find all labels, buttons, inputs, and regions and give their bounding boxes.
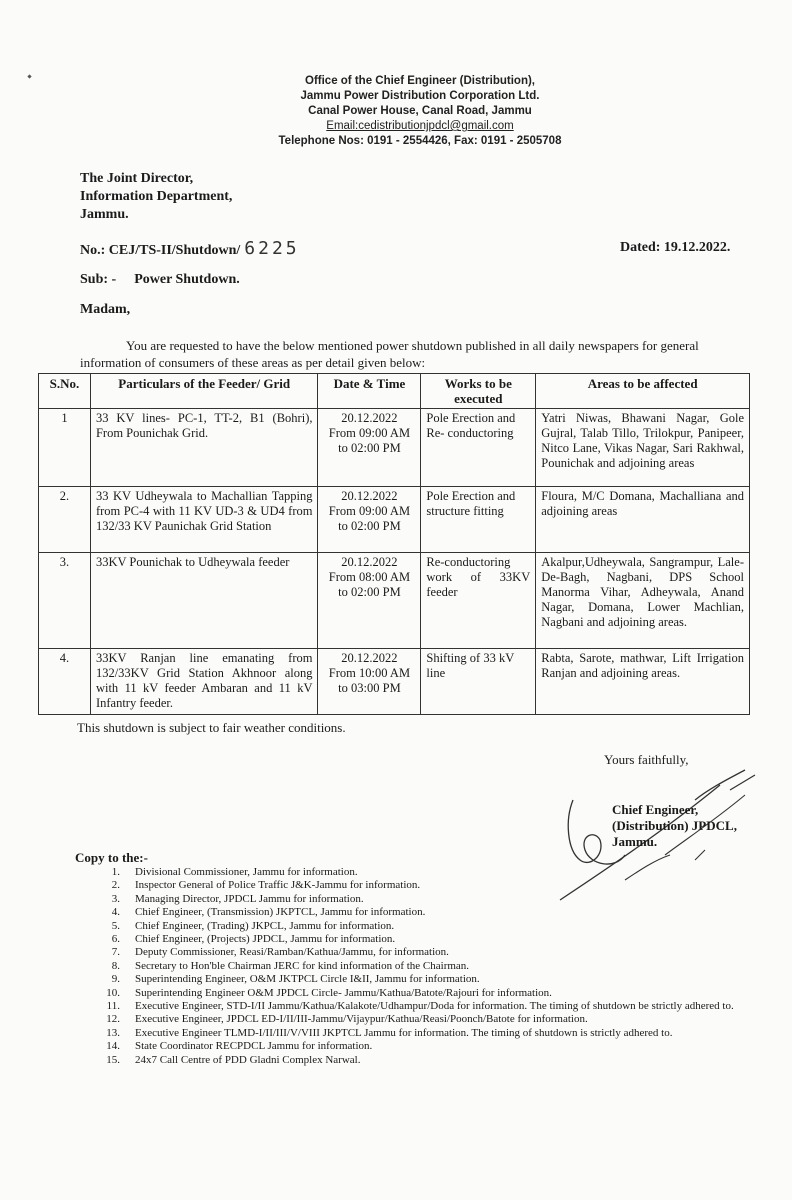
closing: Yours faithfully, <box>604 752 689 767</box>
list-item <box>96 946 756 959</box>
cell-date-time <box>318 487 421 553</box>
cell-sno: 3. <box>39 553 91 649</box>
table-row <box>39 553 750 649</box>
list-item <box>96 960 756 973</box>
cell-areas: Floura, M/C Domana, Machalliana and adjoining areas <box>536 487 750 553</box>
list-item-number: 2. <box>111 879 120 892</box>
header-feeder: Particulars of the Feeder/ Grid <box>90 374 318 409</box>
intro-paragraph: You are requested to have the below mentioned power shutdown published in all daily newspapers for general information of consumers of these areas as per detail given below: <box>80 338 699 370</box>
cell-feeder: 33KV Ranjan line emanating from 132/33KV Grid Station Akhnoor along with 11 kV feeder Ambaran and 11 kV Infantry feeder. <box>90 649 318 715</box>
addressee-department: Information Department, <box>80 189 233 204</box>
list-item-text: Executive Engineer TLMD-I/II/III/V/VIII JKPTCL Jammu for information. The timing of shutdown is strictly adhered to. <box>135 1026 673 1039</box>
cell-time-to: to 02:00 PM <box>338 585 401 599</box>
table-row <box>39 409 750 487</box>
list-item-text: Divisional Commissioner, Jammu for information. <box>135 866 358 878</box>
weather-note: This shutdown is subject to fair weather conditions. <box>77 720 346 735</box>
list-item-text: Chief Engineer, (Trading) JKPCL, Jammu for information. <box>135 919 395 932</box>
cell-time-from: From 10:00 AM <box>328 666 411 680</box>
list-item-text: Superintending Engineer O&M JPDCL Circle- Jammu/Kathua/Batote/Rajouri for information. <box>135 986 552 999</box>
cell-sno: 4. <box>39 649 91 715</box>
salutation: Madam, <box>80 302 131 317</box>
list-item-text: State Coordinator RECPDCL Jammu for information. <box>135 1040 373 1053</box>
cell-time-from: From 08:00 AM <box>328 570 411 584</box>
cell-areas: Rabta, Sarote, mathwar, Lift Irrigation Ranjan and adjoining areas. <box>536 649 750 715</box>
list-item <box>96 1040 756 1053</box>
list-item-text: Executive Engineer, JPDCL ED-I/II/III-Jammu/Vijaypur/Kathua/Reasi/Poonch/Batote for information. <box>135 1013 588 1026</box>
cell-time-to: to 03:00 PM <box>338 681 401 695</box>
cell-feeder: 33 KV lines- PC-1, TT-2, B1 (Bohri), From Pounichak Grid. <box>90 409 318 487</box>
list-item-number: 7. <box>111 946 120 959</box>
shutdown-table <box>38 373 750 715</box>
cell-works: Pole Erection and Re- conductoring <box>421 409 536 487</box>
list-item <box>96 973 756 986</box>
cell-date-time <box>318 409 421 487</box>
reference-label: No.: CEJ/TS-II/Shutdown/ <box>80 243 241 258</box>
list-item-number: 9. <box>111 973 120 986</box>
list-item-number: 5. <box>111 919 120 932</box>
cell-areas: Akalpur,Udheywala, Sangrampur, Lale-De-Bagh, Nagbani, DPS School Manorma Vihar, Adheywala, Anand Nagar, Domana, Lower Machlian, Nagbani and adjoining areas. <box>536 553 750 649</box>
table-row <box>39 649 750 715</box>
list-item-number: 11. <box>106 1000 120 1013</box>
subject-line <box>80 272 240 288</box>
list-item-number: 1. <box>111 866 120 878</box>
list-item-number: 12. <box>106 1013 120 1026</box>
list-item-number: 13. <box>106 1026 120 1039</box>
cell-sno: 2. <box>39 487 91 553</box>
list-item <box>96 866 756 879</box>
cell-feeder: 33 KV Udheywala to Machallian Tapping from PC-4 with 11 KV UD-3 & UD4 from 132/33 KV Paunichak Grid Station <box>90 487 318 553</box>
addressee-block <box>80 170 232 224</box>
header-date-time: Date & Time <box>318 374 421 409</box>
header-sno: S.No. <box>39 374 91 409</box>
list-item <box>96 1013 756 1026</box>
list-item-text: Inspector General of Police Traffic J&K-Jammu for information. <box>135 879 421 892</box>
list-item-text: Managing Director, JPDCL Jammu for information. <box>135 892 364 905</box>
cell-date: 20.12.2022 <box>341 651 398 665</box>
list-item <box>96 893 756 906</box>
addressee-city: Jammu. <box>80 207 129 222</box>
list-item <box>96 1027 756 1040</box>
cell-areas: Yatri Niwas, Bhawani Nagar, Gole Gujral, Talab Tillo, Trilokpur, Panipeer, Nitco Lane, Vikas Nagar, Sari Rakhwal, Pounichak and adjoining areas <box>536 409 750 487</box>
list-item-text: Chief Engineer, (Transmission) JKPTCL, Jammu for information. <box>135 906 426 919</box>
subject-label: Sub: - <box>80 272 117 287</box>
list-item <box>96 987 756 1000</box>
subject-text: Power Shutdown. <box>134 272 240 287</box>
cell-time-to: to 02:00 PM <box>338 441 401 455</box>
list-item <box>96 879 756 892</box>
cell-time-from: From 09:00 AM <box>328 426 411 440</box>
list-item-text: Deputy Commissioner, Reasi/Ramban/Kathua/Jammu, for information. <box>135 946 449 959</box>
list-item-number: 6. <box>111 933 120 946</box>
cell-time-from: From 09:00 AM <box>328 504 411 518</box>
letter-date: Dated: 19.12.2022. <box>620 240 731 255</box>
list-item-number: 8. <box>111 959 120 972</box>
letterhead <box>255 74 585 149</box>
letterhead-corporation: Jammu Power Distribution Corporation Ltd. <box>300 90 540 102</box>
scan-speck <box>27 74 31 78</box>
letterhead-office: Office of the Chief Engineer (Distribution), <box>305 75 535 87</box>
list-item-text: Chief Engineer, (Projects) JPDCL, Jammu for information. <box>135 933 396 946</box>
cell-date-time <box>318 553 421 649</box>
signatory-block <box>612 802 737 850</box>
copy-list <box>96 866 756 1067</box>
cell-date: 20.12.2022 <box>341 411 398 425</box>
cell-sno: 1 <box>39 409 91 487</box>
header-works: Works to be executed <box>421 374 536 409</box>
list-item <box>96 1000 756 1013</box>
table-header-row <box>39 374 750 409</box>
letterhead-address: Canal Power House, Canal Road, Jammu <box>308 105 532 117</box>
letterhead-phone: Telephone Nos: 0191 - 2554426, Fax: 0191 - 2505708 <box>278 135 562 147</box>
cell-feeder: 33KV Pounichak to Udheywala feeder <box>90 553 318 649</box>
cell-date: 20.12.2022 <box>341 555 398 569</box>
list-item <box>96 906 756 919</box>
list-item <box>96 933 756 946</box>
cell-works: Re-conductoring work of 33KV feeder <box>421 553 536 649</box>
signatory-title: Chief Engineer, <box>612 802 699 817</box>
list-item-text: Superintending Engineer, O&M JKTPCL Circle I&II, Jammu for information. <box>135 973 480 986</box>
signatory-city: Jammu. <box>612 834 658 849</box>
list-item-text: Executive Engineer, STD-I/II Jammu/Kathua/Kalakote/Udhampur/Doda for information. The timing of shutdown be strictly adhered to. <box>135 1000 734 1013</box>
header-areas: Areas to be affected <box>536 374 750 409</box>
list-item-number: 14. <box>106 1040 120 1053</box>
list-item-number: 10. <box>106 986 120 999</box>
signatory-department: (Distribution) JPDCL, <box>612 818 737 833</box>
list-item-number: 15. <box>106 1053 120 1066</box>
list-item-number: 4. <box>111 906 120 919</box>
cell-works: Shifting of 33 kV line <box>421 649 536 715</box>
list-item-text: Secretary to Hon'ble Chairman JERC for kind information of the Chairman. <box>135 959 470 972</box>
letterhead-email[interactable]: Email:cedistributionjpdcl@gmail.com <box>326 120 514 132</box>
list-item-text: 24x7 Call Centre of PDD Gladni Complex Narwal. <box>135 1053 361 1066</box>
list-item-number: 3. <box>111 892 120 905</box>
cell-date-time <box>318 649 421 715</box>
cell-time-to: to 02:00 PM <box>338 519 401 533</box>
list-item <box>96 920 756 933</box>
handwritten-reference-number: 6225 <box>244 238 300 259</box>
addressee-title: The Joint Director, <box>80 171 194 186</box>
list-item <box>96 1054 756 1067</box>
copy-to-heading: Copy to the:- <box>75 850 148 865</box>
cell-works: Pole Erection and structure fitting <box>421 487 536 553</box>
reference-number <box>80 238 300 259</box>
table-row <box>39 487 750 553</box>
cell-date: 20.12.2022 <box>341 489 398 503</box>
